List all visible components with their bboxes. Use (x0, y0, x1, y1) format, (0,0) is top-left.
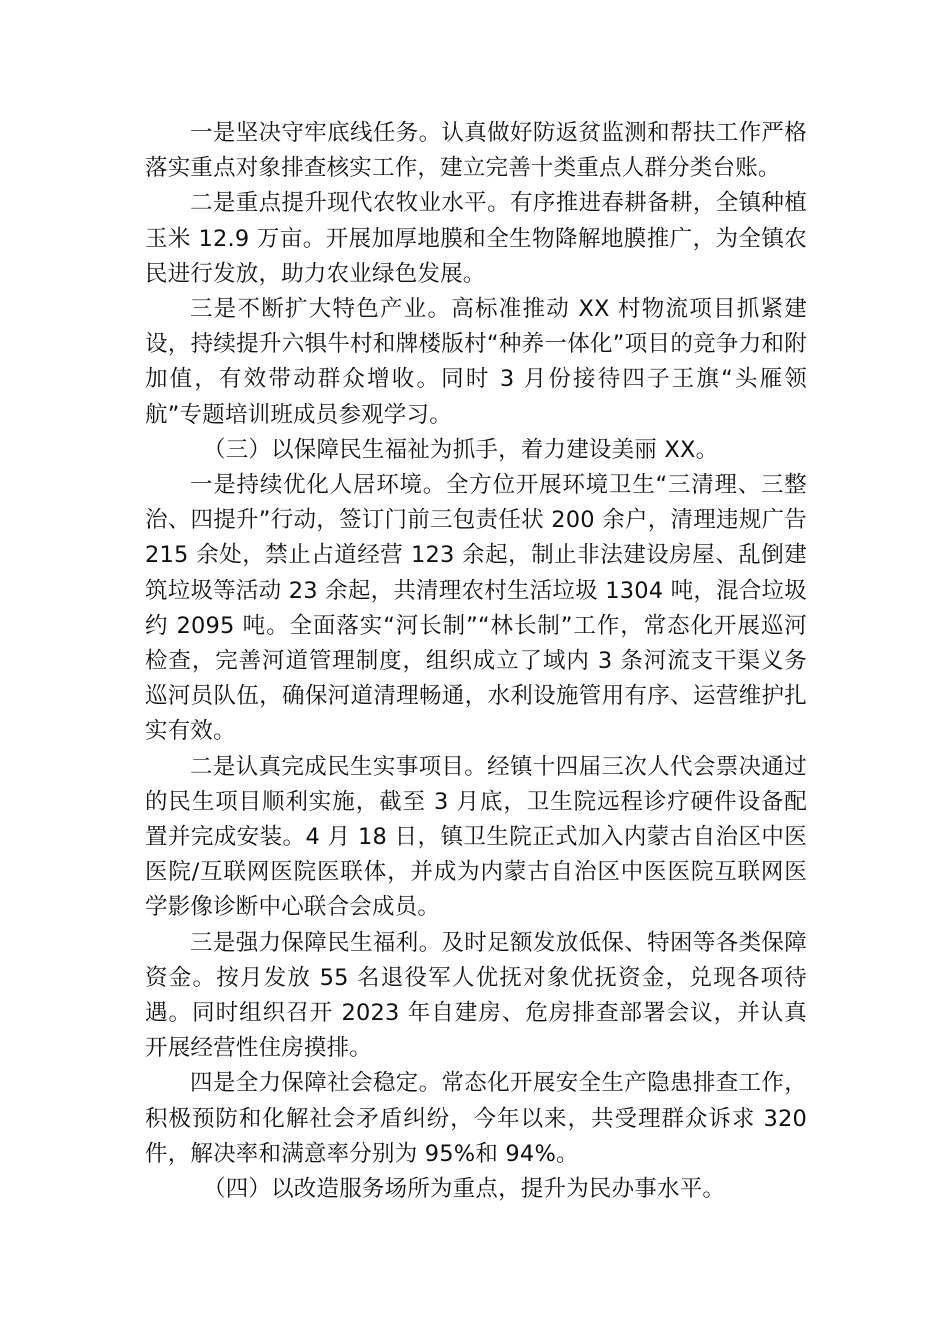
paragraph-specialty-industry: 三是不断扩大特色产业。高标准推动 XX 村物流项目抓紧建设，持续提升六犋牛村和牌楼版村“种养一体化”项目的竞争力和附加值，有效带动群众增收。同时 3 月份接待四子王旗“头雁领航”专题培训班成员参观学习。 (145, 296, 807, 428)
section-heading-3: （三）以保障民生福祉为抓手，着力建设美丽 XX。 (203, 436, 719, 463)
paragraph-baseline-task: 一是坚决守牢底线任务。认真做好防返贫监测和帮扶工作严格落实重点对象排查核实工作，建立完善十类重点人群分类台账。 (145, 120, 807, 182)
section-heading-4: （四）以改造服务场所为重点，提升为民办事水平。 (203, 1176, 726, 1203)
paragraph-livelihood-projects: 二是认真完成民生实事项目。经镇十四届三次人代会票决通过的民生项目顺利实施，截至 3 月底，卫生院远程诊疗硬件设备配置并完成安装。4 月 18 日，镇卫生院正式加入内蒙古自治区中医医院/互联网医院医联体，并成为内蒙古自治区中医医院互联网医学影像诊断中心联合会成员。 (145, 753, 807, 921)
paragraph-agriculture: 二是重点提升现代农牧业水平。有序推进春耕备耕，全镇种植玉米 12.9 万亩。开展加厚地膜和全生物降解地膜推广，为全镇农民进行发放，助力农业绿色发展。 (145, 190, 807, 287)
document-body (145, 116, 807, 1207)
paragraph-social-stability: 四是全力保障社会稳定。常态化开展安全生产隐患排查工作，积极预防和化解社会矛盾纠纷，今年以来，共受理群众诉求 320 件，解决率和满意率分别为 95%和 94%。 (145, 1070, 807, 1167)
paragraph-living-environment: 一是持续优化人居环境。全方位开展环境卫生“三清理、三整治、四提升”行动，签订门前三包责任状 200 余户，清理违规广告 215 余处，禁止占道经营 123 余起，制止非法建设房屋、乱倒建筑垃圾等活动 23 余起，共清理农村生活垃圾 1304 吨，混合垃圾约 2095 吨。全面落实“河长制”“林长制”工作，常态化开展巡河检查，完善河道管理制度，组织成立了域内 3 条河流支干渠义务巡河员队伍，确保河道清理畅通，水利设施管用有序、运营维护扎实有效。 (145, 472, 807, 745)
paragraph-welfare: 三是强力保障民生福利。及时足额发放低保、特困等各类保障资金。按月发放 55 名退役军人优抚对象优抚资金，兑现各项待遇。同时组织召开 2023 年自建房、危房排查部署会议，并认真开展经营性住房摸排。 (145, 929, 807, 1062)
